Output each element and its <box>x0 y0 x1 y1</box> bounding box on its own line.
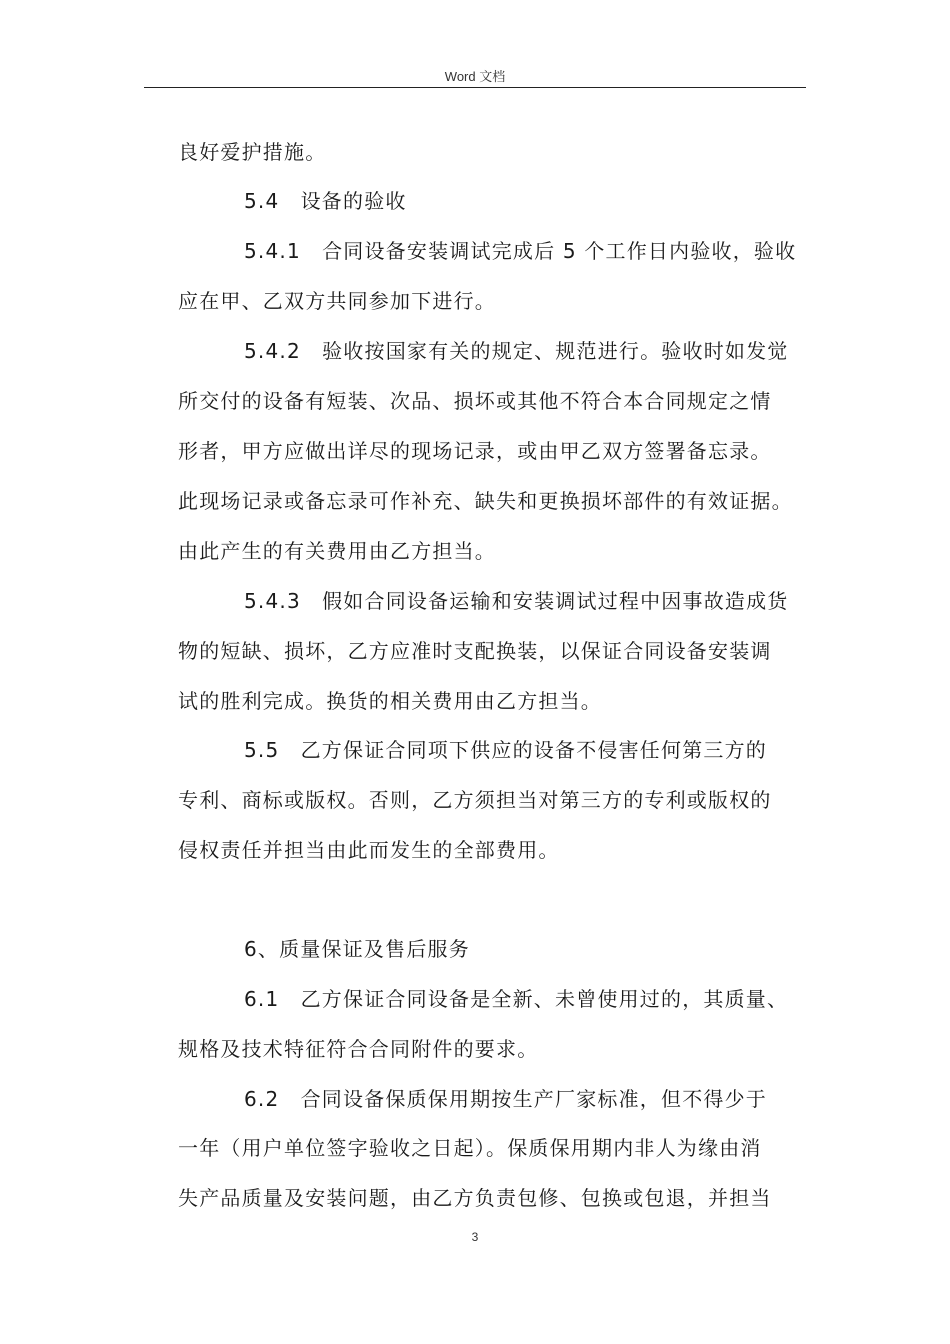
body-line: 良好爱护措施。 <box>178 140 327 164</box>
section-heading-5-4: 5.4 设备的验收 <box>244 189 407 213</box>
clause-5-4-1: 5.4.1 合同设备安装调试完成后 5 个工作日内验收，验收 <box>244 239 797 263</box>
page-header: Word 文档 <box>444 69 506 84</box>
body-line: 所交付的设备有短装、次品、损坏或其他不符合本合同规定之情 <box>178 389 772 413</box>
body-line: 一年（用户单位签字验收之日起）。保质保用期内非人为缘由消 <box>178 1136 762 1160</box>
clause-5-5: 5.5 乙方保证合同项下供应的设备不侵害任何第三方的 <box>244 738 768 762</box>
clause-6-2: 6.2 合同设备保质保用期按生产厂家标准，但不得少于 <box>244 1087 768 1111</box>
body-line: 物的短缺、损坏，乙方应准时支配换装，以保证合同设备安装调 <box>178 639 772 663</box>
body-line: 试的胜利完成。换货的相关费用由乙方担当。 <box>178 689 602 713</box>
body-line: 应在甲、乙双方共同参加下进行。 <box>178 289 496 313</box>
body-line: 形者，甲方应做出详尽的现场记录，或由甲乙双方签署备忘录。 <box>178 439 772 463</box>
body-line: 此现场记录或备忘录可作补充、缺失和更换损坏部件的有效证据。 <box>178 489 793 513</box>
body-line: 失产品质量及安装问题，由乙方负责包修、包换或包退，并担当 <box>178 1186 772 1210</box>
page-number: 3 <box>471 1230 479 1244</box>
section-heading-6: 6、质量保证及售后服务 <box>244 937 470 961</box>
clause-5-4-2: 5.4.2 验收按国家有关的规定、规范进行。验收时如发觉 <box>244 339 789 363</box>
body-line: 侵权责任并担当由此而发生的全部费用。 <box>178 838 560 862</box>
body-line: 规格及技术特征符合合同附件的要求。 <box>178 1037 539 1061</box>
clause-6-1: 6.1 乙方保证合同设备是全新、未曾使用过的，其质量、 <box>244 987 789 1011</box>
clause-5-4-3: 5.4.3 假如合同设备运输和安装调试过程中因事故造成货 <box>244 589 789 613</box>
body-line: 专利、商标或版权。否则，乙方须担当对第三方的专利或版权的 <box>178 788 772 812</box>
body-line: 由此产生的有关费用由乙方担当。 <box>178 539 496 563</box>
header-rule <box>144 87 806 88</box>
